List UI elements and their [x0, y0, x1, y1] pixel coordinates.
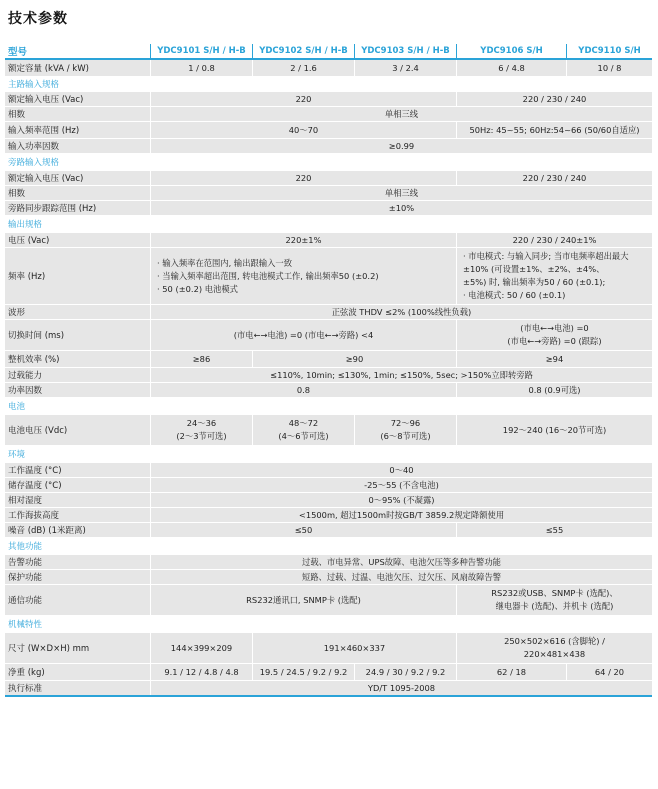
spec-value: ≤110%, 10min; ≤130%, 1min; ≤150%, 5sec; >150%立即转旁路: [150, 368, 652, 382]
spec-value: [150, 248, 456, 304]
spec-label: 工作温度 (°C): [8, 466, 62, 476]
spec-row: [5, 493, 652, 508]
spec-cells: [150, 122, 652, 138]
spec-cells: [150, 92, 652, 106]
spec-row: [5, 555, 652, 570]
spec-value-line: · 市电模式: 与输入同步; 当市电频率超出最大: [463, 251, 629, 261]
spec-label: 输入频率范围 (Hz): [8, 126, 80, 136]
spec-label: 保护功能: [8, 573, 43, 583]
spec-value-line: RS232或USB、SNMP卡 (选配)、: [491, 588, 618, 598]
section-heading: [5, 216, 652, 233]
spec-value: 3 / 2.4: [354, 60, 456, 76]
spec-label: 电池电压 (Vdc): [8, 426, 68, 436]
spec-cells: [150, 171, 652, 185]
spec-value-line: 72～96: [390, 418, 421, 428]
spec-value: [456, 585, 652, 615]
spec-label: 执行标准: [8, 684, 43, 694]
spec-cells: [150, 463, 652, 477]
spec-value-line: 192～240 (16～20节可选): [502, 424, 607, 435]
spec-value: ≤55: [456, 523, 652, 537]
spec-row: [5, 92, 652, 107]
spec-value: 220 / 230 / 240±1%: [456, 233, 652, 247]
spec-value-line: (6～8节可选): [380, 431, 431, 441]
spec-cells: [150, 555, 652, 569]
page-title: 技术参数: [8, 11, 68, 27]
spec-value: 过载、市电异常、UPS故障、电池欠压等多种告警功能: [150, 555, 652, 569]
spec-row: [5, 633, 652, 664]
spec-value: 单相三线: [150, 107, 652, 121]
spec-value: 24.9 / 30 / 9.2 / 9.2: [354, 664, 456, 680]
spec-value: 220 / 230 / 240: [456, 171, 652, 185]
spec-cells: [150, 201, 652, 215]
section-heading: [5, 77, 652, 92]
spec-row: [5, 463, 652, 478]
section-title: 机械特性: [8, 620, 43, 630]
spec-row: [5, 415, 652, 446]
spec-value: [150, 585, 456, 615]
spec-label: 通信功能: [8, 596, 43, 606]
spec-value: [150, 633, 252, 663]
spec-label: 旁路同步跟踪范围 (Hz): [8, 204, 97, 214]
spec-label: 波形: [8, 308, 26, 318]
spec-value: [456, 415, 652, 445]
spec-label: 频率 (Hz): [8, 272, 46, 282]
spec-row: [5, 171, 652, 186]
spec-label: 过载能力: [8, 371, 43, 381]
model-cells: [150, 44, 652, 58]
spec-cells: [150, 415, 652, 445]
spec-value: 220: [150, 171, 456, 185]
model-header-row: [5, 44, 652, 60]
spec-value-line: (市电←→电池) =0: [520, 323, 589, 333]
spec-value: 单相三线: [150, 186, 652, 200]
spec-label: 输入功率因数: [8, 142, 60, 152]
spec-label: 工作海拔高度: [8, 511, 60, 521]
spec-label: 告警功能: [8, 558, 43, 568]
section-heading: [5, 398, 652, 415]
section-heading: [5, 154, 652, 171]
spec-cells: [150, 305, 652, 319]
spec-value: ≤50: [150, 523, 456, 537]
spec-row: [5, 233, 652, 248]
section-heading: [5, 538, 652, 555]
spec-value-line: 250×502×616 (含脚轮) /: [504, 636, 605, 646]
spec-value: 9.1 / 12 / 4.8 / 4.8: [150, 664, 252, 680]
spec-value: 2 / 1.6: [252, 60, 354, 76]
spec-value: ≥86: [150, 351, 252, 367]
spec-value: ≥0.99: [150, 139, 652, 153]
spec-value-line: · 50 (±0.2) 电池模式: [157, 283, 238, 294]
model-name: YDC9103 S/H / H-B: [354, 44, 456, 58]
spec-row: [5, 107, 652, 122]
spec-value-line: 144×399×209: [170, 642, 233, 653]
spec-value: 0～40: [150, 463, 652, 477]
spec-label: 净重 (kg): [8, 668, 45, 678]
spec-row: [5, 139, 652, 154]
section-title: 旁路输入规格: [8, 158, 60, 168]
spec-value-line: 24～36: [186, 418, 217, 428]
spec-cells: [150, 493, 652, 507]
spec-value: [150, 415, 252, 445]
spec-value: 50Hz: 45~55; 60Hz:54~66 (50/60自适应): [456, 122, 652, 138]
section-title: 输出规格: [8, 220, 43, 230]
spec-value: 0.8 (0.9可选): [456, 383, 652, 397]
spec-value: 220 / 230 / 240: [456, 92, 652, 106]
spec-cells: [150, 186, 652, 200]
section-title: 电池: [8, 402, 26, 412]
spec-cells: [150, 320, 652, 350]
spec-value-line: 48～72: [288, 418, 319, 428]
spec-value-line: 191×460×337: [323, 642, 386, 653]
spec-row: [5, 351, 652, 368]
section-title: 环境: [8, 450, 26, 460]
model-name: YDC9101 S/H / H-B: [150, 44, 252, 58]
spec-value: 220: [150, 92, 456, 106]
spec-value: [456, 320, 652, 350]
spec-cells: [150, 60, 652, 76]
spec-row: [5, 60, 652, 77]
spec-cells: [150, 139, 652, 153]
spec-value: 220±1%: [150, 233, 456, 247]
model-name: YDC9110 S/H: [566, 44, 652, 58]
spec-value: YD/T 1095-2008: [150, 681, 652, 695]
spec-cells: [150, 681, 652, 695]
spec-value: 正弦波 THDV ≤2% (100%线性负载): [150, 305, 652, 319]
spec-value-line: · 电池模式: 50 / 60 (±0.1): [463, 290, 566, 300]
spec-value: ≥90: [252, 351, 456, 367]
spec-value: [456, 248, 652, 304]
spec-value: -25～55 (不含电池): [150, 478, 652, 492]
spec-value: [150, 320, 456, 350]
spec-value: [456, 633, 652, 663]
spec-table: [5, 44, 652, 697]
section-heading: [5, 616, 652, 633]
spec-value: 62 / 18: [456, 664, 566, 680]
spec-value-line: · 当输入频率超出范围, 转电池模式工作, 输出频率50 (±0.2): [157, 270, 379, 281]
spec-label: 相数: [8, 189, 26, 199]
section-heading: [5, 446, 652, 463]
spec-value-line: ±5%) 时, 输出频率为50 / 60 (±0.1);: [463, 277, 606, 287]
spec-row: [5, 383, 652, 398]
spec-value: [252, 633, 456, 663]
spec-cells: [150, 383, 652, 397]
spec-value-line: RS232通讯口, SNMP卡 (选配): [246, 594, 361, 605]
spec-cells: [150, 233, 652, 247]
spec-value: 19.5 / 24.5 / 9.2 / 9.2: [252, 664, 354, 680]
spec-value-line: (2～3节可选): [176, 431, 227, 441]
spec-label: 额定容量 (kVA / kW): [8, 64, 89, 74]
spec-value-line: 220×481×438: [523, 649, 586, 659]
spec-row: [5, 248, 652, 305]
spec-cells: [150, 368, 652, 382]
spec-row: [5, 320, 652, 351]
spec-value-line: ±10% (可设置±1%、±2%、±4%、: [463, 264, 605, 274]
spec-value-line: · 输入频率在范围内, 输出跟输入一致: [157, 257, 293, 268]
spec-cells: [150, 508, 652, 522]
spec-cells: [150, 664, 652, 680]
spec-row: [5, 508, 652, 523]
section-title: 主路输入规格: [8, 80, 60, 90]
spec-label: 尺寸 (W×D×H) mm: [8, 644, 90, 654]
spec-label: 切换时间 (ms): [8, 331, 65, 341]
spec-cells: [150, 633, 652, 663]
spec-cells: [150, 478, 652, 492]
spec-cells: [150, 107, 652, 121]
spec-value: <1500m, 超过1500m时按GB/T 3859.2规定降额使用: [150, 508, 652, 522]
spec-value: 40～70: [150, 122, 456, 138]
model-name: YDC9106 S/H: [456, 44, 566, 58]
spec-row: [5, 570, 652, 585]
spec-row: [5, 186, 652, 201]
spec-row: [5, 122, 652, 139]
spec-value: 短路、过载、过温、电池欠压、过欠压、风扇故障告警: [150, 570, 652, 584]
spec-label: 储存温度 (°C): [8, 481, 62, 491]
spec-cells: [150, 523, 652, 537]
spec-row: [5, 681, 652, 697]
section-title: 其他功能: [8, 542, 43, 552]
spec-label: 相数: [8, 110, 26, 120]
spec-label: 电压 (Vac): [8, 236, 50, 246]
spec-value: 64 / 20: [566, 664, 652, 680]
spec-row: [5, 664, 652, 681]
spec-row: [5, 523, 652, 538]
spec-label: 功率因数: [8, 386, 43, 396]
spec-label: 额定输入电压 (Vac): [8, 95, 84, 105]
model-header-label: 型号: [8, 47, 28, 58]
spec-value-line: 继电器卡 (选配)、并机卡 (选配): [495, 601, 614, 611]
spec-value: 0.8: [150, 383, 456, 397]
spec-cells: [150, 248, 652, 304]
spec-label: 整机效率 (%): [8, 355, 60, 365]
spec-value: ≥94: [456, 351, 652, 367]
spec-value-line: (市电←→旁路) =0 (跟踪): [507, 336, 602, 346]
spec-cells: [150, 585, 652, 615]
spec-cells: [150, 570, 652, 584]
spec-value: 10 / 8: [566, 60, 652, 76]
spec-row: [5, 368, 652, 383]
spec-label: 噪音 (dB) (1米距离): [8, 526, 86, 536]
spec-value: 1 / 0.8: [150, 60, 252, 76]
spec-value: 0～95% (不凝露): [150, 493, 652, 507]
spec-row: [5, 305, 652, 320]
spec-label: 额定输入电压 (Vac): [8, 174, 84, 184]
spec-row: [5, 585, 652, 616]
spec-row: [5, 478, 652, 493]
spec-value-line: (4～6节可选): [278, 431, 329, 441]
spec-cells: [150, 351, 652, 367]
spec-value: ±10%: [150, 201, 652, 215]
spec-value: [354, 415, 456, 445]
model-name: YDC9102 S/H / H-B: [252, 44, 354, 58]
spec-row: [5, 201, 652, 216]
spec-value: 6 / 4.8: [456, 60, 566, 76]
spec-label: 相对湿度: [8, 496, 43, 506]
spec-value-line: (市电←→电池) =0 (市电←→旁路) <4: [233, 329, 374, 340]
spec-value: [252, 415, 354, 445]
